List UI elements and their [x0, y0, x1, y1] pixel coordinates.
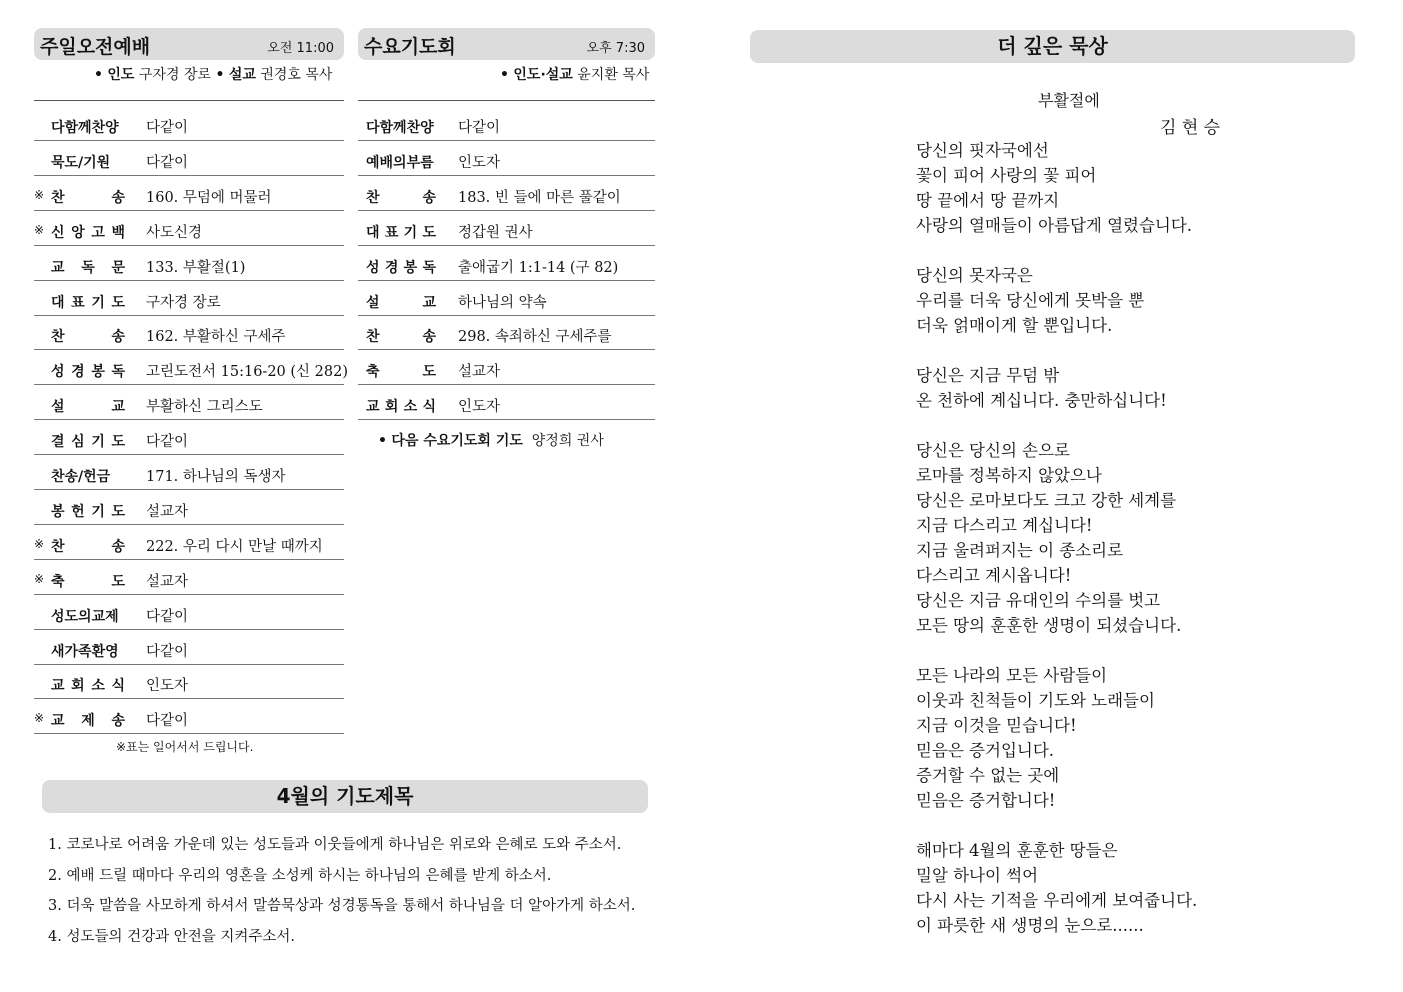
poem-line: 당신은 지금 유대인의 수의를 벗고: [916, 591, 1161, 610]
label-text: 새가족환영: [51, 643, 119, 660]
next-prayer-label: 다음 수요기도회 기도: [391, 433, 523, 449]
poem-line: 땅 끝에서 땅 끝까지: [916, 191, 1060, 210]
label-char: 심: [71, 434, 85, 451]
poem-line: 당신의 핏자국에선: [916, 141, 1049, 160]
order-label: [51, 641, 127, 661]
order-row: [34, 420, 344, 455]
order-value: 다같이: [146, 120, 189, 136]
label-char: 송: [422, 189, 436, 206]
standing-mark: ※: [34, 536, 45, 551]
order-label: [51, 222, 125, 242]
standing-mark: ※: [34, 711, 45, 726]
order-label: [51, 117, 127, 137]
poem-title: 부활절에: [1038, 91, 1100, 110]
order-label: [366, 361, 436, 381]
order-value: 부활하신 그리스도: [146, 399, 263, 416]
label-text: 다함께찬양: [366, 120, 434, 136]
bullet: •: [500, 67, 509, 83]
label-char: 축: [366, 364, 380, 381]
order-row: [34, 525, 344, 560]
label-char: 설: [51, 399, 65, 416]
poem-line: 믿음은 증거입니다.: [916, 741, 1055, 760]
order-row: [34, 595, 344, 630]
order-label: [51, 292, 125, 312]
label-char: 식: [422, 399, 436, 416]
label-char: 교: [111, 399, 125, 416]
label-char: 기: [91, 294, 105, 311]
poem-line: 다시 사는 기적을 우리에게 보여줍니다.: [916, 891, 1198, 910]
order-label: [366, 222, 436, 242]
standing-mark: ※: [34, 187, 45, 202]
poem-line: 지금 이것을 믿습니다!: [916, 716, 1077, 735]
order-row: [34, 106, 344, 141]
label-char: 교: [366, 399, 380, 416]
label-char: 기: [91, 503, 105, 520]
label-char: 송: [422, 329, 436, 346]
label-char: 헌: [71, 503, 85, 520]
order-row: [34, 630, 344, 665]
prayer-item: 1. 코로나로 어려움 가운데 있는 성도들과 이웃들에게 하나님은 위로와 은혜로 도와 주소서.: [48, 837, 622, 853]
label-char: 도: [111, 503, 125, 520]
label-char: 찬: [366, 329, 380, 346]
label-char: 설: [366, 294, 380, 311]
label-char: 도: [422, 224, 436, 241]
label-char: 봉: [51, 503, 65, 520]
wednesday-table-top-rule: [358, 100, 655, 101]
label-char: 송: [111, 538, 125, 555]
order-value: 다같이: [146, 154, 189, 171]
poem-line: 이웃과 친척들이 기도와 노래들이: [916, 691, 1155, 710]
label-char: 제: [81, 713, 95, 730]
prayer-topics-header: 4월의 기도제목: [42, 780, 648, 813]
poem-line: 모든 나라의 모든 사람들이: [916, 666, 1108, 685]
prayer-item: 2. 예배 드릴 때마다 우리의 영혼을 소성케 하시는 하나님의 은혜를 받게 하소서.: [48, 867, 552, 884]
order-row: [34, 176, 344, 211]
preacher-name: 권경호 목사: [260, 67, 333, 83]
sunday-service-time: 오전 11:00: [267, 41, 334, 56]
label-char: 결: [51, 434, 65, 451]
label-char: 대: [51, 294, 65, 311]
next-wednesday-prayer: [378, 430, 604, 450]
order-row: [34, 490, 344, 525]
order-row: [358, 106, 655, 141]
order-value: 설교자: [458, 364, 501, 381]
sunday-leaders: [94, 64, 332, 84]
poem-line: 다스리고 계시옵니다!: [916, 566, 1072, 585]
prayer-item: 4. 성도들의 건강과 안전을 지켜주소서.: [48, 928, 295, 945]
label-char: 송: [111, 189, 125, 206]
order-row: [358, 350, 655, 385]
leader-label: 인도·설교: [513, 67, 573, 83]
order-value: 171. 하나님의 독생자: [146, 469, 286, 485]
wednesday-service-time: 오후 7:30: [586, 41, 645, 56]
order-row: [34, 385, 344, 420]
order-label: [366, 152, 444, 172]
wednesday-service-title: 수요기도회: [364, 36, 456, 58]
label-char: 문: [111, 259, 125, 276]
label-char: 도: [111, 434, 125, 451]
poem-line: 지금 다스리고 계십니다!: [916, 516, 1093, 535]
label-char: 찬: [366, 189, 380, 206]
label-char: 소: [403, 399, 418, 416]
label-char: 독: [81, 259, 95, 276]
sunday-table-top-rule: [34, 100, 344, 101]
order-label: [51, 675, 125, 695]
label-char: 경: [71, 364, 85, 381]
label-char: 성: [366, 259, 380, 276]
poem-line: 당신은 당신의 손으로: [916, 441, 1070, 460]
leader-label: 인도: [107, 67, 135, 83]
standing-mark: ※: [34, 571, 45, 586]
next-prayer-name: 양정희 권사: [531, 433, 604, 449]
poem-line: 꽃이 피어 사랑의 꽃 피어: [916, 166, 1097, 185]
order-value: 162. 부활하신 구세주: [146, 329, 286, 346]
order-row: [358, 141, 655, 176]
poem-line: 믿음은 증거합니다!: [916, 791, 1056, 810]
order-value: 하나님의 약속: [458, 294, 547, 311]
label-char: 소: [91, 678, 105, 695]
label-char: 찬: [51, 189, 65, 206]
order-row: [358, 211, 655, 246]
order-value: 다같이: [146, 713, 189, 730]
order-value: 인도자: [458, 154, 501, 171]
order-label: [51, 431, 125, 451]
order-value: 183. 빈 들에 마른 풀같이: [458, 189, 621, 206]
label-text: 묵도/기원: [51, 154, 111, 171]
order-label: [51, 536, 125, 556]
order-value: 133. 부활절(1): [146, 259, 246, 276]
poem-line: 지금 울려퍼지는 이 종소리로: [916, 541, 1124, 560]
order-label: [51, 361, 125, 381]
poem-line: 당신은 로마보다도 크고 강한 세계를: [916, 491, 1177, 510]
label-char: 회: [384, 399, 399, 416]
poem-line: 증거할 수 없는 곳에: [916, 766, 1060, 785]
meditation-header: 더 깊은 묵상: [750, 30, 1355, 63]
order-label: [366, 117, 444, 137]
order-label: [366, 187, 436, 207]
poem-line: 당신의 못자국은: [916, 266, 1033, 285]
label-char: 표: [71, 294, 85, 311]
label-text: 찬송/헌금: [51, 469, 111, 485]
order-row: [358, 281, 655, 316]
preacher-label: 설교: [228, 67, 256, 83]
bullet: •: [94, 67, 103, 83]
label-char: 회: [71, 678, 85, 695]
poem-line: 당신은 지금 무덤 밖: [916, 366, 1060, 385]
label-char: 신: [51, 224, 65, 241]
order-label: [51, 466, 127, 486]
label-char: 찬: [51, 538, 65, 555]
label-char: 식: [111, 678, 125, 695]
label-char: 축: [51, 573, 65, 590]
bullet: •: [378, 433, 387, 449]
label-char: 백: [111, 224, 125, 241]
label-char: 기: [91, 434, 105, 451]
order-label: [51, 257, 125, 277]
order-value: 222. 우리 다시 만날 때까지: [146, 538, 323, 555]
sunday-service-header: [34, 28, 344, 60]
order-value: 다같이: [458, 120, 501, 136]
order-label: [51, 396, 125, 416]
order-row: [34, 350, 348, 385]
label-char: 봉: [403, 259, 418, 276]
order-row: [34, 281, 344, 316]
label-char: 찬: [51, 329, 65, 346]
order-row: [34, 699, 344, 734]
label-char: 표: [384, 224, 399, 241]
leader-name: 구자경 장로: [138, 67, 211, 83]
label-char: 송: [111, 329, 125, 346]
order-label: [366, 396, 436, 416]
order-value: 고린도전서 15:16-20 (신 282): [146, 364, 348, 381]
label-char: 도: [111, 294, 125, 311]
order-row: [358, 176, 655, 211]
label-char: 기: [403, 224, 418, 241]
order-label: [366, 257, 436, 277]
wednesday-leaders: [500, 64, 649, 84]
order-label: [51, 326, 125, 346]
order-value: 인도자: [458, 399, 501, 416]
poem-line: 이 파릇한 새 생명의 눈으로......: [916, 916, 1144, 935]
poem-line: 로마를 정복하지 않았으나: [916, 466, 1102, 485]
order-value: 다같이: [146, 434, 189, 451]
label-char: 성: [51, 364, 65, 381]
order-value: 160. 무덤에 머물러: [146, 189, 272, 206]
label-char: 송: [111, 713, 125, 730]
order-value: 다같이: [146, 643, 189, 660]
order-row: [34, 315, 344, 350]
leader-name: 윤지환 목사: [577, 67, 650, 83]
label-char: 앙: [71, 224, 85, 241]
standing-footnote: ※표는 일어서서 드립니다.: [116, 740, 254, 754]
poem-line: 밀알 하나이 썩어: [916, 866, 1039, 885]
order-row: [34, 560, 344, 595]
order-row: [34, 211, 344, 246]
sunday-service-title: 주일오전예배: [40, 36, 151, 58]
label-char: 교: [51, 713, 65, 730]
poem-line: 모든 땅의 훈훈한 생명이 되셨습니다.: [916, 616, 1182, 635]
prayer-item: 3. 더욱 말씀을 사모하게 하셔서 말씀묵상과 성경통독을 통해서 하나님을 더 알아가게 하소서.: [48, 898, 636, 914]
order-row: [34, 141, 344, 176]
poem-line: 온 천하에 계십니다. 충만하십니다!: [916, 391, 1167, 410]
order-row: [358, 315, 655, 350]
order-label: [366, 326, 436, 346]
order-label: [51, 571, 125, 591]
order-row: [34, 455, 344, 490]
order-value: 설교자: [146, 573, 189, 590]
label-text: 성도의교제: [51, 608, 119, 625]
label-char: 대: [366, 224, 380, 241]
poem-line: 우리를 더욱 당신에게 못박을 뿐: [916, 291, 1145, 310]
label-text: 다함께찬양: [51, 120, 119, 136]
label-char: 경: [384, 259, 399, 276]
poem-line: 더욱 얽매이게 할 뿐입니다.: [916, 316, 1113, 335]
label-char: 고: [91, 224, 105, 241]
order-value: 구자경 장로: [146, 294, 221, 311]
label-char: 교: [51, 678, 65, 695]
order-value: 다같이: [146, 608, 189, 625]
poem-line: 사랑의 열매들이 아름답게 열렸습니다.: [916, 216, 1193, 235]
wednesday-service-header: [358, 28, 655, 60]
order-label: [51, 606, 127, 626]
order-row: [34, 664, 344, 699]
label-text: 예배의부름: [366, 154, 434, 171]
label-char: 도: [111, 573, 125, 590]
order-value: 출애굽기 1:1-14 (구 82): [458, 259, 619, 276]
order-label: [51, 710, 125, 730]
order-row: [34, 246, 344, 281]
order-value: 정갑원 권사: [458, 224, 533, 241]
order-label: [51, 187, 125, 207]
label-char: 교: [422, 294, 436, 311]
label-char: 독: [422, 259, 436, 276]
order-value: 인도자: [146, 678, 189, 695]
poem-line: 해마다 4월의 훈훈한 땅들은: [916, 841, 1118, 860]
order-label: [366, 292, 436, 312]
label-char: 독: [111, 364, 125, 381]
poem-author: 김 현 승: [1160, 118, 1221, 138]
order-value: 설교자: [146, 503, 189, 520]
order-label: [51, 501, 125, 521]
order-row: [358, 385, 655, 420]
label-char: 봉: [91, 364, 105, 381]
order-value: 사도신경: [146, 224, 203, 241]
order-value: 298. 속죄하신 구세주를: [458, 329, 612, 346]
standing-mark: ※: [34, 222, 45, 237]
label-char: 도: [422, 364, 436, 381]
order-row: [358, 246, 655, 281]
label-char: 교: [51, 259, 65, 276]
order-label: [51, 152, 127, 172]
bullet: •: [215, 67, 225, 83]
